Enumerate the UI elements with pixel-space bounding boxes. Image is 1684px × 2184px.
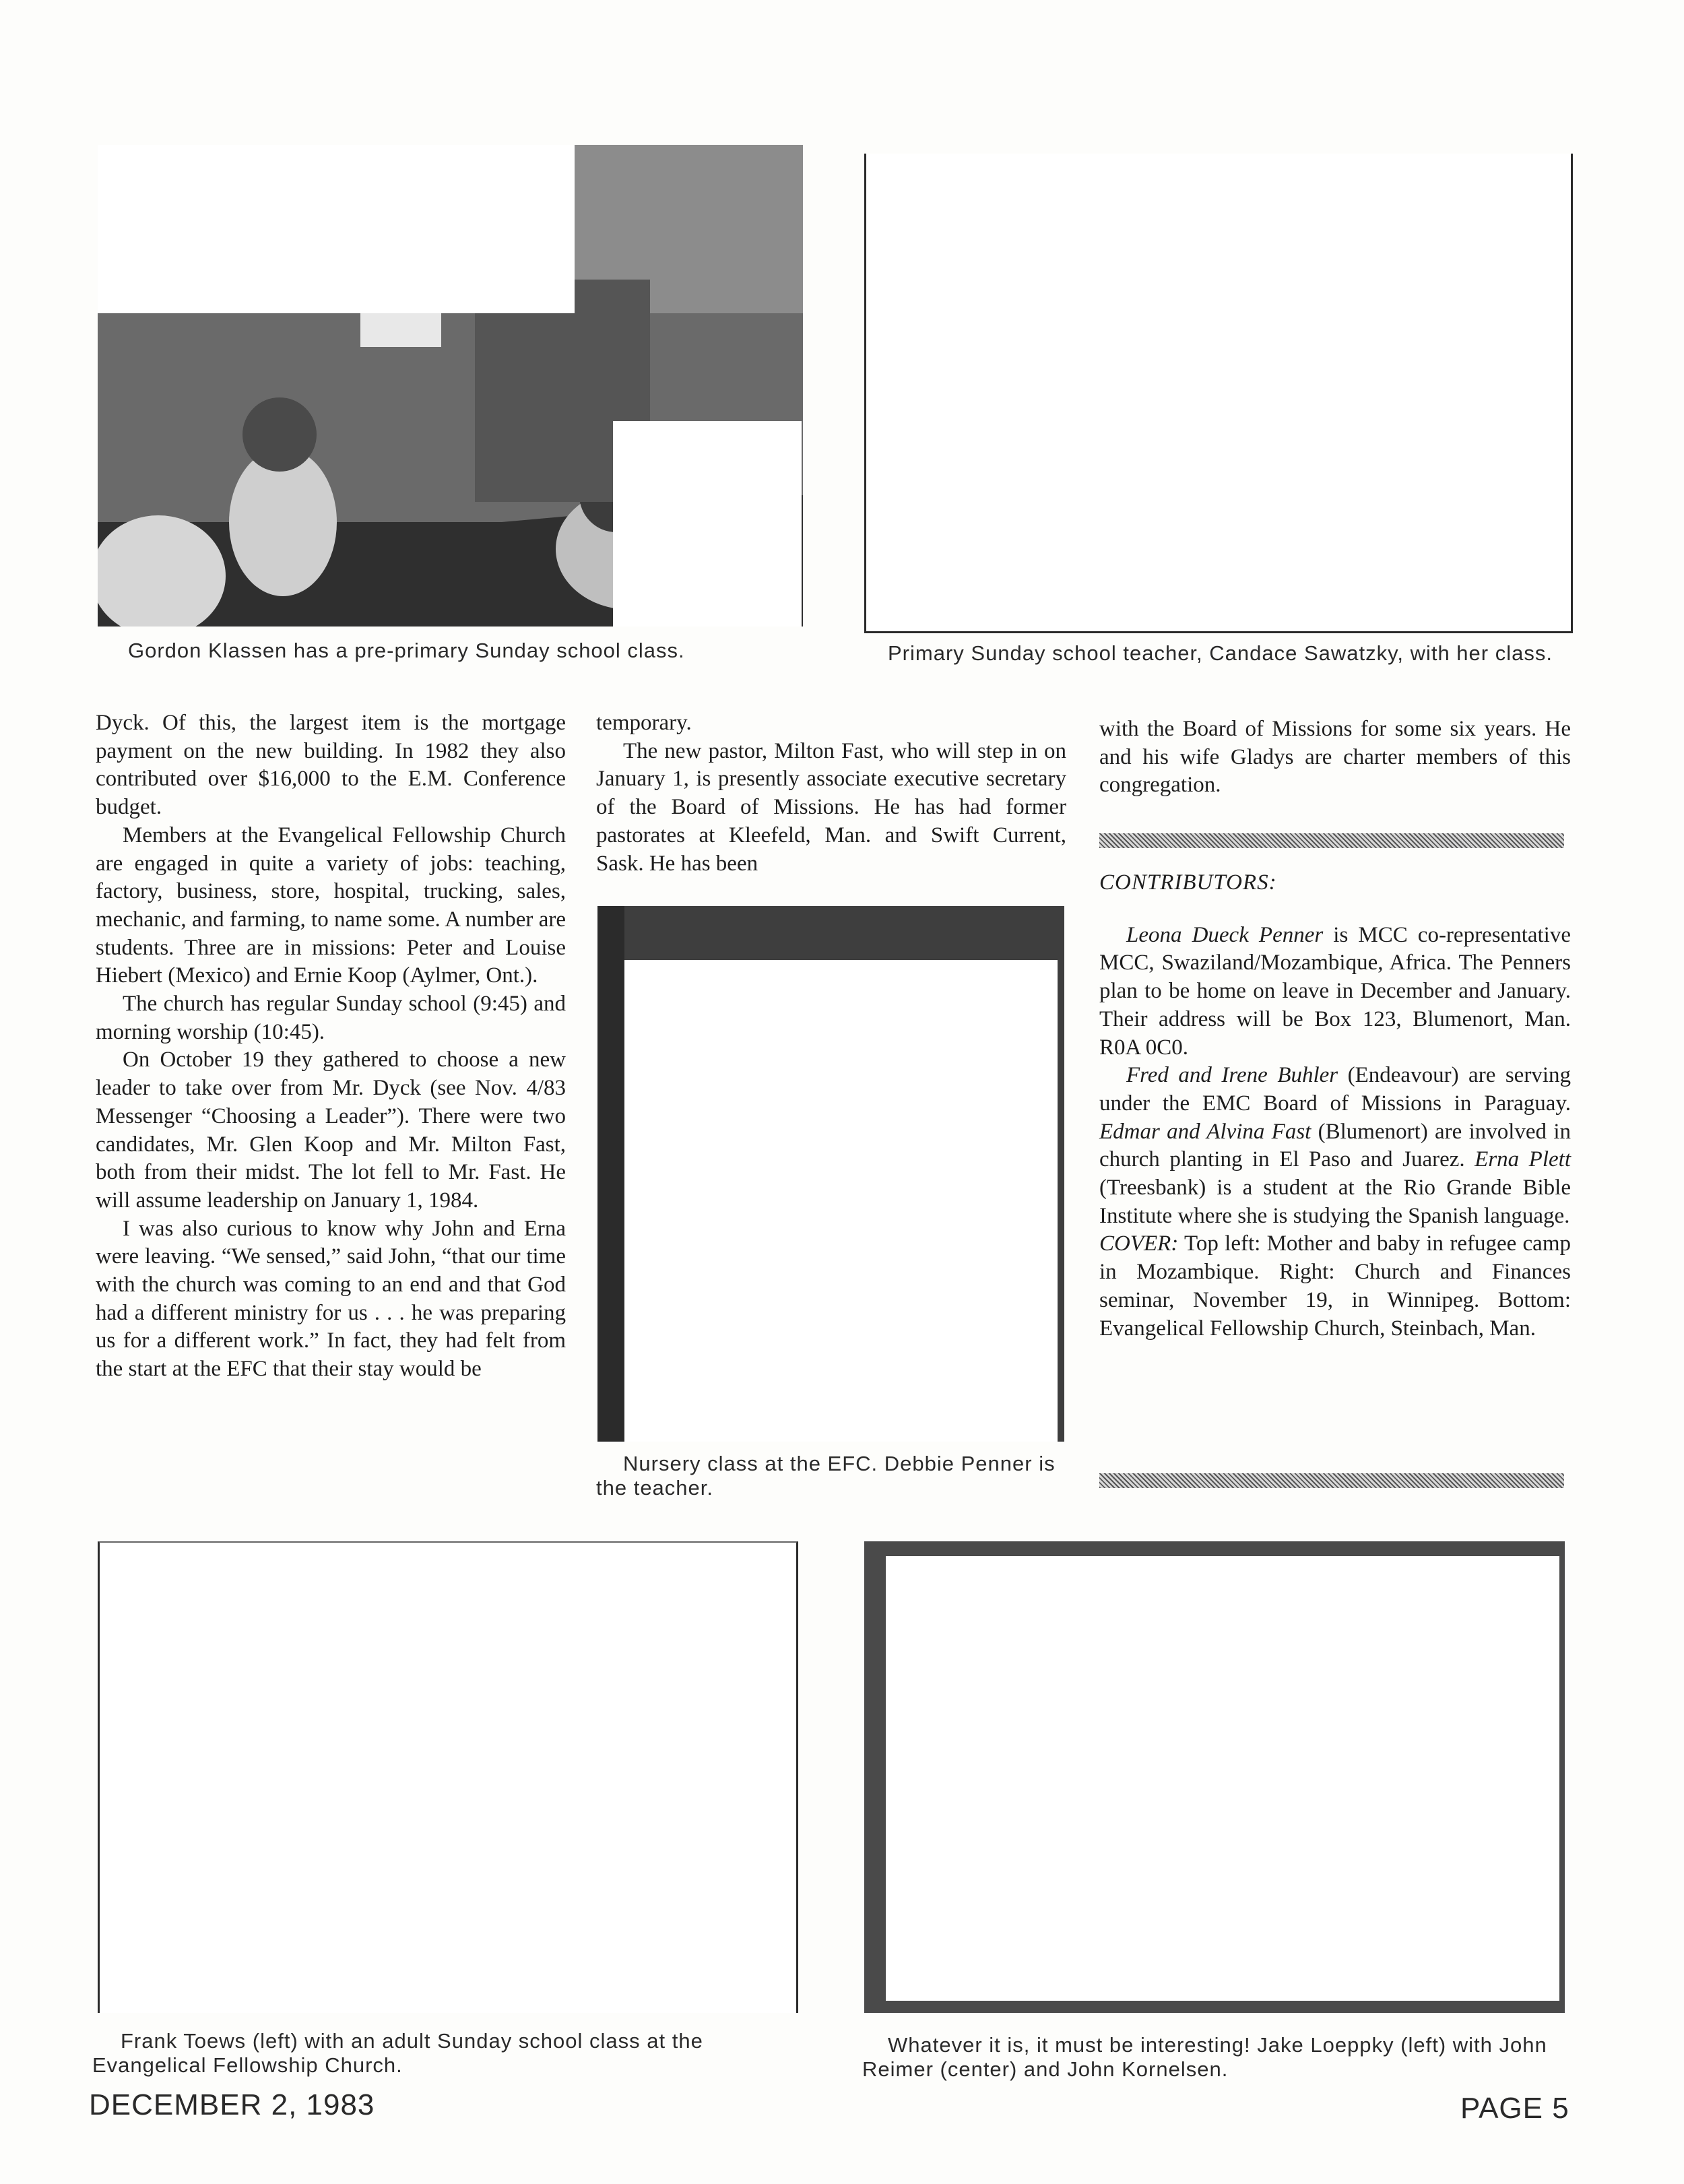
paragraph: Dyck. Of this, the largest item is the mortgage payment on the new building. In 1982 they also contributed over $16,000 to the E.M. Conference budget. [96, 711, 566, 820]
paragraph: with the Board of Missions for some six years. He and his wife Gladys are charter members of this congregation. [1099, 717, 1571, 798]
contributors-section [1099, 869, 1571, 1343]
contributor-text: (Endeavour) are serving under the EMC Board of Missions in Paraguay. [1099, 1063, 1571, 1116]
contributor-name: Fred and Irene Buhler [1126, 1063, 1338, 1088]
photo-adult-class [98, 1541, 798, 2013]
photo-primary-class [864, 154, 1573, 633]
photo-caption: Frank Toews (left) with an adult Sunday school class at the Evangelical Fellowship Church. [92, 2029, 703, 2077]
paragraph: The new pastor, Milton Fast, who will step in on January 1, is presently associate executive secretary of the Board of Missions. He has had former pastorates at Kleefeld, Man. and Swift Current, Sask. He has been [596, 738, 1066, 876]
page-number: PAGE 5 [1460, 2092, 1569, 2125]
contributor-text: is MCC co-representative MCC, Swaziland/Mozambique, Africa. The Penners plan to be home on leave in December and January. Their address will be Box 123, Blumenort, Man. R0A 0C0. [1099, 922, 1571, 1060]
contributor-text: (Blumenort) are involved in church planting in El Paso and Juarez. [1099, 1119, 1571, 1172]
contributor-name: Leona Dueck Penner [1126, 922, 1324, 947]
issue-date: DECEMBER 2, 1983 [89, 2088, 375, 2121]
cover-paragraph [1099, 1230, 1571, 1343]
section-divider [1099, 833, 1564, 848]
photo-caption: Gordon Klassen has a pre-primary Sunday school class. [128, 639, 685, 662]
paragraph: I was also curious to know why John and Erna were leaving. “We sensed,” said John, “that our time with the church was coming to an end and that God had a different ministry for us . . . he was preparing us for a different work.” In fact, they had felt from the start at the EFC that their stay would be [96, 1216, 566, 1382]
article-column-1 [96, 709, 566, 1384]
cover-label: COVER: [1099, 1231, 1179, 1256]
article-column-3 [1099, 715, 1571, 800]
paragraph: The church has regular Sunday school (9:45) and morning worship (10:45). [96, 992, 566, 1044]
photo-caption: Primary Sunday school teacher, Candace Sawatzky, with her class. [888, 641, 1553, 665]
photo-caption: Nursery class at the EFC. Debbie Penner is the teacher. [596, 1452, 1056, 1500]
contributor-name: Edmar and Alvina Fast [1099, 1119, 1311, 1144]
contributors-heading: CONTRIBUTORS: [1099, 870, 1277, 895]
photo-nursery-class [597, 906, 1064, 1442]
paragraph: On October 19 they gathered to choose a new leader to take over from Mr. Dyck (see Nov. 4/83 Messenger “Choosing a Leader”). There were two candidates, Mr. Glen Koop and Mr. Milton Fast, both from their midst. The lot fell to Mr. Fast. He will assume leadership on January 1, 1984. [96, 1048, 566, 1213]
article-column-2 [596, 709, 1066, 878]
contributor-paragraph [1099, 922, 1571, 1062]
paragraph: Members at the Evangelical Fellowship Church are engaged in quite a variety of jobs: teaching, factory, business, store, hospital, trucking, sales, mechanic, and farming, to name some. A number are students. Three are in missions: Peter and Louise Hiebert (Mexico) and Ernie Koop (Aylmer, Ont.). [96, 823, 566, 988]
cover-text: Top left: Mother and baby in refugee camp in Mozambique. Right: Church and Finances seminar, November 19, in Winnipeg. Bottom: Evangelical Fellowship Church, Steinbach, Man. [1099, 1231, 1571, 1341]
photo-caption: Whatever it is, it must be interesting! Jake Loeppky (left) with John Reimer (center) and John Kornelsen. [862, 2033, 1547, 2081]
section-divider [1099, 1473, 1564, 1488]
contributor-name: Erna Plett [1475, 1147, 1571, 1172]
paragraph: temporary. [596, 711, 692, 735]
contributor-text: (Treesbank) is a student at the Rio Grande Bible Institute where she is studying the Spanish language. [1099, 1176, 1571, 1228]
contributor-paragraph [1099, 1062, 1571, 1230]
photo-pre-primary-class [98, 145, 803, 627]
photo-jake-loeppky [864, 1541, 1565, 2013]
